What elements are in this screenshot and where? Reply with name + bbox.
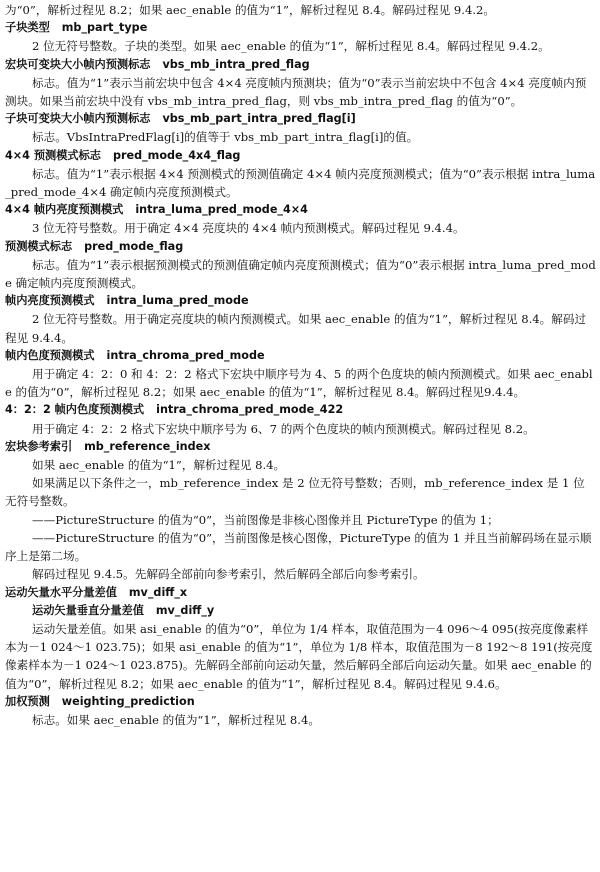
section-heading bbox=[5, 56, 596, 74]
section-heading bbox=[5, 602, 596, 620]
heading-title: 帧内亮度预测模式 bbox=[5, 294, 95, 308]
body-paragraph: 2 位无符号整数。子块的类型。如果 aec_enable 的值为“1”，解析过程见 8.4。解码过程见 9.4.2。 bbox=[32, 39, 550, 54]
heading-title: 子块可变块大小帧内预测标志 bbox=[5, 112, 151, 126]
body-paragraph: 3 位无符号整数。用于确定 4×4 亮度块的 4×4 帧内预测模式。解码过程见 9.4.4。 bbox=[32, 221, 465, 236]
body-paragraph: 解码过程见 9.4.5。先解码全部前向参考索引，然后解码全部后向参考索引。 bbox=[32, 567, 425, 582]
heading-title: 宏块可变块大小帧内预测标志 bbox=[5, 57, 151, 71]
body-paragraph: 标志。如果 aec_enable 的值为“1”，解析过程见 8.4。 bbox=[32, 712, 320, 727]
section-heading bbox=[5, 693, 596, 711]
syntax-element-name: intra_chroma_pred_mode bbox=[106, 348, 265, 362]
section-heading bbox=[5, 584, 596, 602]
section-heading bbox=[5, 147, 596, 165]
syntax-element-name: weighting_prediction bbox=[61, 694, 195, 708]
heading-title: 运动矢量水平分量差值 bbox=[5, 585, 117, 599]
section-heading bbox=[5, 401, 596, 419]
syntax-element-name: mb_part_type bbox=[61, 21, 148, 35]
body-paragraph: 标志。VbsIntraPredFlag[i]的值等于 vbs_mb_part_intra_flag[i]的值。 bbox=[32, 130, 419, 145]
body-paragraph: ——PictureStructure 的值为“0”，当前图像是非核心图像并且 PictureType 的值为 1； bbox=[32, 512, 499, 527]
heading-title: 帧内色度预测模式 bbox=[5, 348, 95, 362]
section-heading bbox=[5, 201, 596, 219]
heading-title: 运动矢量垂直分量差值 bbox=[32, 603, 144, 617]
heading-title: 4×4 帧内亮度预测模式 bbox=[5, 203, 124, 217]
section-heading bbox=[5, 292, 596, 310]
body-paragraph: ——PictureStructure 的值为“0”，当前图像是核心图像，PictureType 的值为 1 并且当前解码场在显示顺序上是第二场。 bbox=[5, 530, 592, 564]
syntax-element-name: vbs_mb_intra_pred_flag bbox=[162, 57, 310, 71]
body-paragraph: 运动矢量差值。如果 asi_enable 的值为“0”，单位为 1/4 样本，取值范围为－4 096～4 095(按亮度像素样本为－1 024～1 023.75)；如果 asi_enable 的值为“1”，单位为 1/8 样本，取值范围为－8 192～8 191(按亮度像素样本为－1 024～1 023.875)。先解码全部前向运动矢量，然后解码全部后向运动矢量。如果 aec_enable 的值为“0”，解析过程见 8.2；如果 aec_enable 的值为“1”，解析过程见 8.4。解码过程见 9.4.6。 bbox=[5, 621, 593, 691]
heading-title: 子块类型 bbox=[5, 21, 50, 35]
syntax-element-name: mv_diff_x bbox=[128, 585, 188, 599]
body-paragraph: 用于确定 4：2：2 格式下宏块中顺序号为 6、7 的两个色度块的帧内预测模式。解码过程见 8.2。 bbox=[32, 421, 535, 436]
syntax-element-name: intra_luma_pred_mode_4×4 bbox=[135, 203, 308, 217]
heading-title: 4×4 预测模式标志 bbox=[5, 148, 101, 162]
body-paragraph: 标志。值为“1”表示根据 4×4 预测模式的预测值确定 4×4 帧内亮度预测模式；值为“0”表示根据 intra_luma_pred_mode_4×4 确定帧内亮度预测模式。 bbox=[5, 166, 596, 200]
heading-title: 4：2：2 帧内色度预测模式 bbox=[5, 403, 145, 417]
syntax-element-name: vbs_mb_part_intra_pred_flag[i] bbox=[162, 112, 356, 126]
section-heading bbox=[5, 19, 596, 37]
syntax-element-name: pred_mode_flag bbox=[84, 239, 184, 253]
body-paragraph: 标志。值为“1”表示当前宏块中包含 4×4 亮度帧内预测块；值为“0”表示当前宏块中不包含 4×4 亮度帧内预测块。如果当前宏块中没有 vbs_mb_intra_pred_flag，则 vbs_mb_intra_pred_flag 的值为“0”。 bbox=[5, 75, 587, 109]
syntax-element-name: pred_mode_4x4_flag bbox=[112, 148, 241, 162]
syntax-element-name: intra_luma_pred_mode bbox=[106, 294, 249, 308]
section-heading bbox=[5, 438, 596, 456]
heading-title: 宏块参考索引 bbox=[5, 439, 73, 453]
body-paragraph: 用于确定 4：2：0 和 4：2：2 格式下宏块中顺序号为 4、5 的两个色度块的帧内预测模式。如果 aec_enable 的值为“0”，解析过程见 8.2；如果 aec_enable 的值为“1”，解析过程见 8.4。解码过程见9.4.4。 bbox=[5, 367, 593, 400]
body-paragraph: 如果满足以下条件之一，mb_reference_index 是 2 位无符号整数；否则，mb_reference_index 是 1 位无符号整数。 bbox=[5, 476, 585, 509]
section-heading bbox=[5, 347, 596, 365]
heading-title: 加权预测 bbox=[5, 694, 50, 708]
body-paragraph: 标志。值为“1”表示根据预测模式的预测值确定帧内亮度预测模式；值为“0”表示根据 intra_luma_pred_mode 确定帧内亮度预测模式。 bbox=[5, 257, 596, 291]
body-paragraph: 2 位无符号整数。用于确定亮度块的帧内预测模式。如果 aec_enable 的值为“1”，解析过程见 8.4。解码过程见 9.4.4。 bbox=[5, 312, 587, 345]
syntax-element-name: mb_reference_index bbox=[84, 439, 211, 453]
heading-title: 预测模式标志 bbox=[5, 239, 73, 253]
syntax-element-name: intra_chroma_pred_mode_422 bbox=[156, 403, 344, 417]
section-heading bbox=[5, 238, 596, 256]
syntax-element-name: mv_diff_y bbox=[155, 603, 215, 617]
body-paragraph: 为“0”，解析过程见 8.2；如果 aec_enable 的值为“1”，解析过程见 8.4。解码过程见 9.4.2。 bbox=[5, 3, 495, 17]
body-paragraph: 如果 aec_enable 的值为“1”，解析过程见 8.4。 bbox=[32, 458, 286, 473]
section-heading bbox=[5, 110, 596, 128]
